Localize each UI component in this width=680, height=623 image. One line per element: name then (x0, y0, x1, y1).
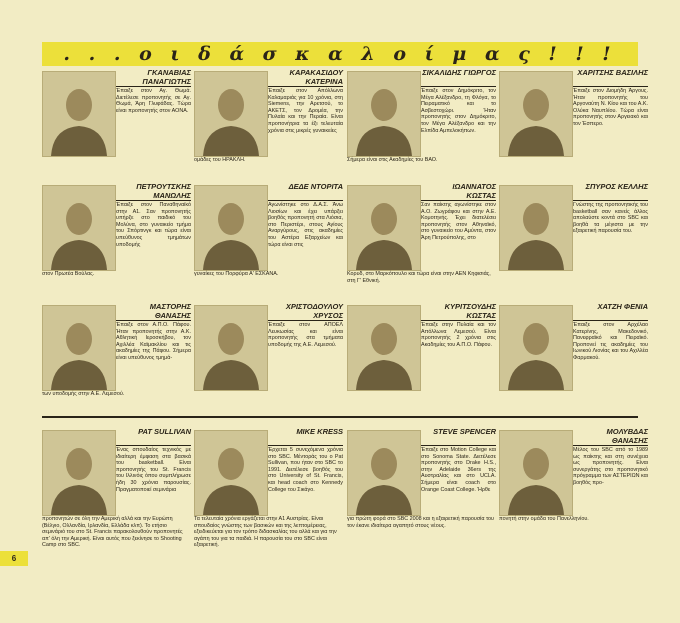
name-underline (268, 320, 343, 321)
teacher-bio: Ένας σπουδαίος τεχνικός με ιδιαίτερη έμφαση στα βασικά του basketball. Είναι προπονητής του St. Francis του Ιλλινόις όπου συμπλήρωσε ήδη 30 χρόνια παρουσίας. Πραγματοποιεί σεμινάρια (116, 447, 191, 493)
teacher-bio: Έπαιξε στον Α.Π.Ο. Πάφου. Ήταν προπονητής στην Α.Κ. Αθλητική Ιεροσκήβου, τον Αχιλλέα Καϊμακλίου και τις ακαδημίες της Πάφου. Σήμερα είναι υπεύθυνος τμημά- (116, 322, 191, 361)
teacher-name: ΚΑΡΑΚΑΣΙΔΟΥ ΚΑΤΕΡΙΝΑ (289, 68, 343, 86)
page-banner: . . . ο ι δ ά σ κ α λ ο ί μ α ς ! ! ! (42, 42, 638, 66)
teacher-name: MIKE KRESS (296, 427, 343, 436)
teacher-bio: Έρχεται 5 συνεχόμενα χρόνια στο SBC. Μέντοράς του ο Pat Sullivan, που ήταν στο SBC το 1991. Διετέλεσε βοηθός του στο University of St. Francis, και head coach στο Kennedy College του Σικάγο. (268, 447, 343, 493)
name-underline (268, 445, 343, 446)
portrait-photo (42, 185, 116, 271)
teacher-bio: Έπαιξε στον Παναθηναϊκό στην Α1. Σαν προπονητής υπήρξε στο παιδικό του Μολύνα, στο γυναικείο τμήμα του Σπόρτινγκ και τώρα είναι υπεύθυνος τμημάτων υποδομής (116, 202, 191, 248)
teacher-bio: Έπαιξε στον Δημόκριτο, τον Μέγα Αλέξανδρο, τη Φλόγα, το Πειραματικό και το Ασβεστοχώρι. Ήταν προπονητής στον Δημόκριτο, τον Μέγα Αλέξανδρο και την Ελπίδα Αμπελοκήπων. (421, 88, 496, 134)
portrait-photo (347, 430, 421, 516)
portrait-photo (499, 305, 573, 391)
teacher-name: STEVE SPENCER (433, 427, 496, 436)
teacher-name: ΜΟΛΥΒΔΑΣ ΘΑΝΑΣΗΣ (606, 427, 648, 445)
teacher-name: ΔΕΔΕ ΝΤΟΡΙΤΑ (288, 182, 343, 191)
portrait-photo (42, 305, 116, 391)
teacher-name: ΣΠΥΡΟΣ ΚΕΛΛΗΣ (585, 182, 648, 191)
name-underline (116, 320, 191, 321)
teacher-bio: Σαν παίκτης αγωνίστηκε στον Α.Ο. Ζωγράφου και στην Α.Ε. Κομοτηνής. Έχει διατελέσει προπονητής στον Αθηναϊκό, στο γυναικείο του Αμύντα, στον Άρη Πετρούπολης, στο (421, 202, 496, 241)
teacher-bio-continued: πονητή στην ομάδα του Πανελληνίου. (499, 516, 589, 522)
name-underline (421, 200, 496, 201)
portrait-photo (347, 305, 421, 391)
name-underline (421, 320, 496, 321)
teacher-name: ΧΡΙΣΤΟΔΟΥΛΟΥ ΧΡΥΣΟΣ (285, 302, 343, 320)
portrait-photo (499, 430, 573, 516)
portrait-photo (194, 71, 268, 157)
name-underline (573, 86, 648, 87)
teacher-bio-continued: προπονητών σε όλη την Αμερική αλλά και την Ευρώπη (Βέλγιο, Ολλανδία, Ιρλανδία, Ελλάδα κλπ). Το ετήσιο σεμινάριό του στο St. Francis παρακολουθούν προπονητές απ' όλη την Αμερική. Είναι αυτός που ξεκίνησε το Shooting Camp στο SBC. (42, 516, 183, 549)
teacher-bio: Γνώστης της προπονητικής του basketball σαν κανείς άλλος απολαύστε κοντά στο SBC και βοηθά τα μέγιστα με την εξαιρετική παρουσία του. (573, 202, 648, 235)
name-underline (268, 200, 343, 201)
name-underline (573, 445, 648, 446)
name-underline (116, 86, 191, 87)
teacher-bio: Έπαιξε στην Πυλαία και τον Απόλλωνα Λεμεσού. Είναι προπονητής 2 χρόνια στις Ακαδημίες του Α.Π.Ο. Πάφου. (421, 322, 496, 348)
name-underline (116, 200, 191, 201)
name-underline (116, 445, 191, 446)
portrait-photo (347, 185, 421, 271)
portrait-photo (194, 185, 268, 271)
teacher-bio: Έπαιξε στο Motion College και στο Sonoma State. Διετέλεσε προπονητής στο Drake H.S., στην Adelaide 36ers της Αυστραλίας και στο UCLA. Σήμερα είναι coach στο Orange Coast College. Ήρθε (421, 447, 496, 493)
teacher-bio: Έπαιξε στον Διομήδη Άργους. Ήταν προπονητής του Αργοναύτη Ν. Κίου και του Α.Κ. Ολύκα Ναυπλίου. Τώρα είναι προπονητής στον Αργειακό και τον Έσπερο. (573, 88, 648, 127)
teacher-name: ΧΑΡΙΤΣΗΣ ΒΑΣΙΛΗΣ (577, 68, 648, 77)
teacher-bio: Αγωνίστηκε στο Δ.Α.Σ. Άνω Λιοσίων και έχει υπάρξει βοηθός προπονητή στα Λιόσια, στο Περιστέρι, στους Αγίους Αναργύρους, στις ακαδημίες του Αστέρα Εξαρχείων και τώρα είναι στις (268, 202, 343, 248)
name-underline (421, 86, 496, 87)
teacher-name: ΚΥΡΙΤΣΟΥΔΗΣ ΚΩΣΤΑΣ (444, 302, 496, 320)
section-divider (42, 416, 638, 418)
name-underline (573, 200, 648, 201)
name-underline (268, 86, 343, 87)
page-number: 6 (0, 551, 28, 566)
teacher-bio-continued: γυναίκες του Πορφύρα Α' ΕΣΚΑΝΑ. (194, 271, 279, 277)
teacher-bio-continued: ομάδες του ΗΡΑΚΛΗ. (194, 157, 246, 163)
teacher-bio: Έπαιξε στον Αγ. Θωμά. Διετέλεσε προπονητής σε Αγ. Θωμά, Άρη Γλυφάδας. Τώρα είναι προπονητής στον ΑΟΝΑ. (116, 88, 191, 114)
teacher-bio-continued: Κορυδ, στο Μαρκόπουλο και τώρα είναι στην ΑΕΝ Κηφισιάς, στη Γ' Εθνική. (347, 271, 491, 284)
teacher-name: ΓΚΑΝΑΒΙΑΣ ΠΑΝΑΓΙΩΤΗΣ (142, 68, 191, 86)
teacher-bio-continued: Τα τελευταία χρόνια εργάζεται στην Α1 Αυστρίας. Είναι σπουδαίος γνώστης των βασικών και της λεπτομέρειας, εξειδικεύεται για τον τρόπο διδασκαλίας του αλλά και για την αγάπη του για τα παιδιά. Η παρουσία του στο SBC είναι εξαιρετική. (194, 516, 337, 549)
teacher-name: ΠΕΤΡΟΥΤΣΚΗΣ ΜΑΝΩΛΗΣ (136, 182, 191, 200)
teacher-bio: Μέλος του SBC από το 1989 ως παίκτης και στη συνέχεια ως προπονητής. Είναι συνεργάτης στο προπονητικό πρόγραμμα των ΑΣΤΕΡΙΩΝ και βοηθός προ- (573, 447, 648, 486)
teacher-bio: Έπαιξε στον Αρχέλαο Κατερίνης, Μακεδονικό, Πανεφραϊκό και Πειραϊκό. Προπονεί τις ακαδημίες του Ιωνικού Λιονίας και του Αχιλλέα Φαρμακού. (573, 322, 648, 361)
portrait-photo (194, 305, 268, 391)
teacher-name: ΧΑΤΖΗ ΦΕΝΙΑ (597, 302, 648, 311)
teacher-bio-continued: για πρώτη φορά στο SBC 2008 και η εξαιρετική παρουσία του τον έκανε ιδιαίτερα αγαπητό στους νέους. (347, 516, 494, 529)
portrait-photo (42, 71, 116, 157)
name-underline (421, 445, 496, 446)
teacher-name: ΣΙΚΑΛΙΔΗΣ ΓΙΩΡΓΟΣ (422, 68, 496, 77)
teacher-bio-continued: στον Πρωτέα Βούλας. (42, 271, 95, 277)
teacher-bio-continued: Σήμερα είναι στις Ακαδημίες του ΒΑΟ. (347, 157, 438, 163)
name-underline (573, 320, 648, 321)
portrait-photo (499, 185, 573, 271)
teacher-bio: Έπαιξε στον Απόλλωνα Καλαμαριάς για 10 χρόνια, στη Siemens, την Αρετσού, το ΑΚΕΤΣ, τον Δρομέα, την Πυλαία και την Περαία. Είναι προπονήτρια τα έξι τελευταία χρόνια στις μικρές γυναικείες (268, 88, 343, 134)
portrait-photo (42, 430, 116, 516)
teacher-bio: Έπαιξε στον ΑΠΟΕΛ Λευκωσίας και είναι προπονητής στα τμήματα υποδομής της Α.Ε. Λεμεσού. (268, 322, 343, 348)
teacher-name: ΙΩΑΝΝΑΤΟΣ ΚΩΣΤΑΣ (452, 182, 496, 200)
teacher-name: ΜΑΣΤΟΡΗΣ ΘΑΝΑΣΗΣ (149, 302, 191, 320)
portrait-photo (499, 71, 573, 157)
teacher-bio-continued: των υποδομής στην Α.Ε. Λεμεσού. (42, 391, 125, 397)
portrait-photo (194, 430, 268, 516)
teacher-name: PAT SULLIVAN (138, 427, 191, 436)
portrait-photo (347, 71, 421, 157)
